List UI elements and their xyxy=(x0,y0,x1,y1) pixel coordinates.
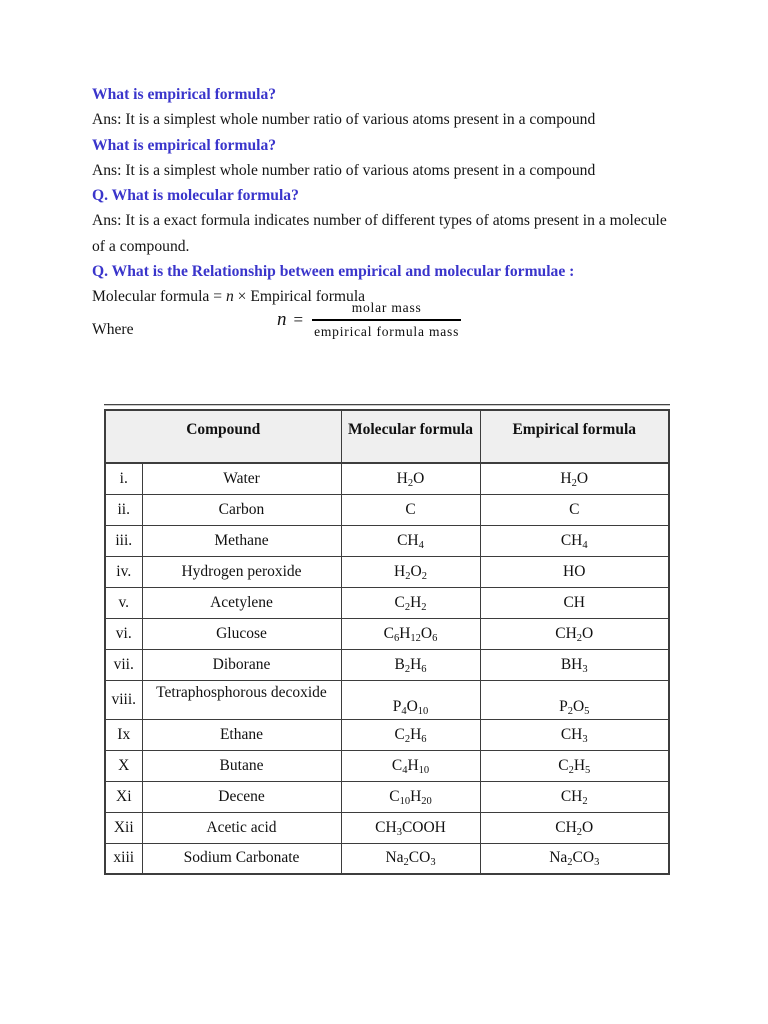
compound-cell: Carbon xyxy=(142,494,341,525)
empirical-formula-cell: C xyxy=(480,494,669,525)
empirical-formula-cell: $CH_2$ xyxy=(480,781,669,812)
table-row xyxy=(105,618,669,649)
qa-text-block xyxy=(92,82,682,310)
table-row xyxy=(105,556,669,587)
molecular-formula-cell: $C_{10}H_{20}$ xyxy=(341,781,480,812)
table-row xyxy=(105,750,669,781)
molecular-formula-cell: $Na_2CO_3$ xyxy=(341,843,480,874)
row-index-cell: i. xyxy=(105,463,142,494)
fraction-numerator: molar mass xyxy=(312,300,461,321)
empirical-formula-cell: $P_2O_5$ xyxy=(480,680,669,719)
empirical-formula-cell: $C_2H_5$ xyxy=(480,750,669,781)
table-row xyxy=(105,812,669,843)
question-line: Q. What is the Relationship between empirical and molecular formulae : xyxy=(92,263,575,281)
compound-cell: Acetic acid xyxy=(142,812,341,843)
answer-line: Ans: It is a simplest whole number ratio of various atoms present in a compound xyxy=(92,111,596,129)
compound-formula-table xyxy=(104,409,670,875)
table-row xyxy=(105,649,669,680)
table-row xyxy=(105,843,669,874)
empirical-formula-cell: CH xyxy=(480,587,669,618)
fraction-denominator: empirical formula mass xyxy=(314,324,460,339)
empirical-formula-cell: $H_2O$ xyxy=(480,463,669,494)
table-header-row xyxy=(105,410,669,463)
table-row xyxy=(105,587,669,618)
fraction xyxy=(312,300,461,340)
table-top-rule xyxy=(104,404,670,406)
compound-cell: Water xyxy=(142,463,341,494)
question-line: What is empirical formula? xyxy=(92,136,277,154)
answer-line: Ans: It is a simplest whole number ratio of various atoms present in a compound xyxy=(92,161,596,179)
question-line: What is empirical formula? xyxy=(92,86,277,103)
answer-line: of a compound. xyxy=(92,237,190,255)
row-index-cell: Xii xyxy=(105,812,142,843)
molecular-formula-cell: $B_2H_6$ xyxy=(341,649,480,680)
molecular-formula-cell: $P_4O_{10}$ xyxy=(341,680,480,719)
compound-cell: Methane xyxy=(142,525,341,556)
empirical-formula-cell: $CH_2O$ xyxy=(480,618,669,649)
table-row xyxy=(105,525,669,556)
compound-cell: Hydrogen peroxide xyxy=(142,556,341,587)
molecular-formula-cell: $H_2O_2$ xyxy=(341,556,480,587)
molecular-formula-cell: $C_2H_6$ xyxy=(341,719,480,750)
compound-cell: Acetylene xyxy=(142,587,341,618)
row-index-cell: ii. xyxy=(105,494,142,525)
table-row xyxy=(105,781,669,812)
row-index-cell: Ix xyxy=(105,719,142,750)
compound-cell: Sodium Carbonate xyxy=(142,843,341,874)
molecular-formula-cell: $CH_4$ xyxy=(341,525,480,556)
molecular-formula-cell: C xyxy=(341,494,480,525)
answer-line: Ans: It is a exact formula indicates number of different types of atoms present in a molecule xyxy=(92,212,667,230)
where-label: Where xyxy=(92,321,134,338)
molecular-formula-cell: $C_4H_{10}$ xyxy=(341,750,480,781)
empirical-formula-cell: $CH_4$ xyxy=(480,525,669,556)
header-empirical-formula: Empirical formula xyxy=(480,410,669,463)
equals-sign: = xyxy=(293,310,304,329)
table-row xyxy=(105,494,669,525)
table-row xyxy=(105,463,669,494)
row-index-cell: vi. xyxy=(105,618,142,649)
row-index-cell: vii. xyxy=(105,649,142,680)
question-line: Q. What is molecular formula? xyxy=(92,187,299,205)
compound-cell: Decene xyxy=(142,781,341,812)
table-row xyxy=(105,719,669,750)
equation-variable: n xyxy=(277,309,287,330)
row-index-cell: Xi xyxy=(105,781,142,812)
compound-cell: Tetraphosphorous decoxide xyxy=(142,680,341,719)
row-index-cell: viii. xyxy=(105,680,142,719)
header-compound: Compound xyxy=(105,410,341,463)
molecular-formula-cell: $C_6H_{12}O_6$ xyxy=(341,618,480,649)
row-index-cell: X xyxy=(105,750,142,781)
empirical-formula-cell: $Na_2CO_3$ xyxy=(480,843,669,874)
compound-cell: Ethane xyxy=(142,719,341,750)
molecular-formula-cell: $CH_3COOH$ xyxy=(341,812,480,843)
compound-cell: Glucose xyxy=(142,618,341,649)
header-molecular-formula: Molecular formula xyxy=(341,410,480,463)
empirical-formula-cell: HO xyxy=(480,556,669,587)
table-body xyxy=(105,463,669,874)
compound-cell: Diborane xyxy=(142,649,341,680)
empirical-formula-cell: $BH_3$ xyxy=(480,649,669,680)
row-index-cell: iii. xyxy=(105,525,142,556)
empirical-formula-cell: $CH_2O$ xyxy=(480,812,669,843)
table-row xyxy=(105,680,669,719)
equation-row xyxy=(92,300,572,356)
row-index-cell: v. xyxy=(105,587,142,618)
row-index-cell: iv. xyxy=(105,556,142,587)
n-equation xyxy=(277,300,461,340)
row-index-cell: xiii xyxy=(105,843,142,874)
molecular-formula-cell: $C_2H_2$ xyxy=(341,587,480,618)
molecular-formula-cell: $H_2O$ xyxy=(341,463,480,494)
compound-cell: Butane xyxy=(142,750,341,781)
empirical-formula-cell: $CH_3$ xyxy=(480,719,669,750)
answer-line: Molecular formula = n × Empirical formula xyxy=(92,288,366,306)
